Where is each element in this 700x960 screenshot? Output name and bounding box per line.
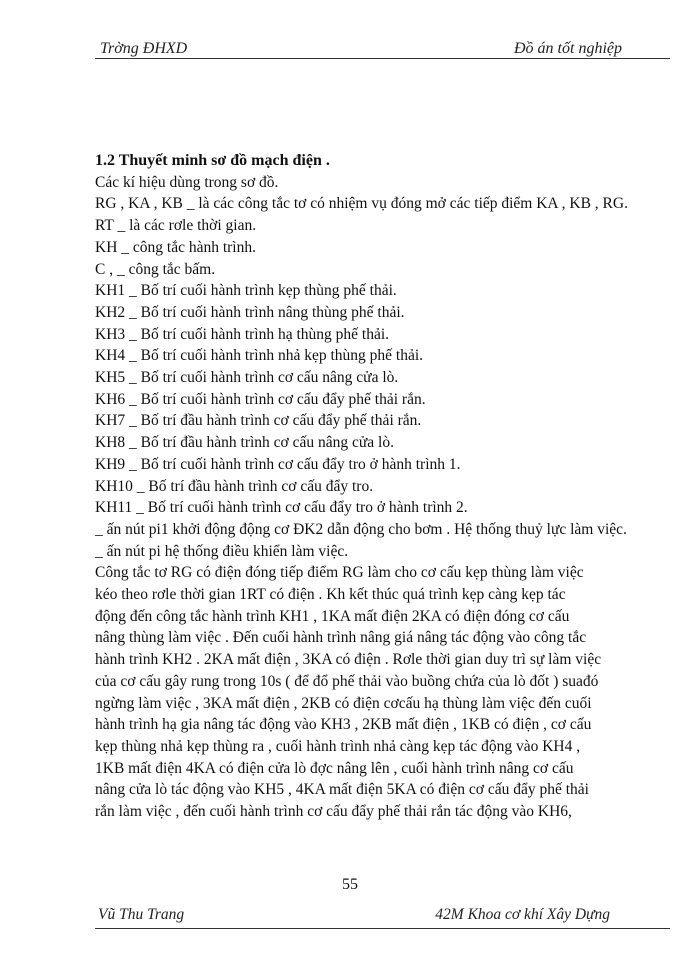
list-item: KH2 _ Bố trí cuối hành trình nâng thùng phế thải. — [95, 303, 405, 321]
list-item: RT _ là các rơle thời gian. — [95, 217, 257, 235]
footer-right-text: 42M Khoa cơ khí Xây Dựng — [435, 906, 610, 923]
list-item: KH _ công tắc hành trình. — [95, 238, 256, 256]
list-item: KH8 _ Bố trí đầu hành trình cơ cấu nâng cửa lò. — [95, 434, 394, 452]
list-item: Các kí hiệu dùng trong sơ đồ. — [95, 173, 279, 191]
footer-divider — [95, 928, 670, 929]
paragraph-line: 1KB mất điện 4KA có điện cửa lò đợc nâng lên , cuối hành trình nâng cơ cấu — [95, 759, 574, 777]
paragraph-line: rắn làm việc , đến cuối hành trình cơ cấu đẩy phế thải rắn tác động vào KH6, — [95, 803, 572, 821]
list-item: C , _ công tắc bấm. — [95, 260, 216, 278]
paragraph-line: hành trình KH2 . 2KA mất điện , 3KA có điện . Rơle thời gian duy trì sự làm việc — [95, 651, 602, 669]
paragraph-line: kẹp thùng nhả kẹp thùng ra , cuối hành trình nhả càng kẹp tác động vào KH4 , — [95, 737, 581, 755]
list-item: KH11 _ Bố trí cuối hành trình cơ cấu đẩy tro ở hành trình 2. — [95, 499, 468, 517]
list-item: KH4 _ Bố trí cuối hành trình nhả kẹp thùng phế thải. — [95, 347, 424, 365]
paragraph-line: hành trình hạ gia nâng tác động vào KH3 , 2KB mất điện , 1KB có điện , cơ cấu — [95, 716, 592, 734]
document-body — [95, 150, 655, 823]
header-right-text: Đồ án tốt nghiệp — [514, 40, 622, 57]
paragraph-line: ngừng làm việc , 3KA mất điện , 2KB có điện cơcấu hạ thùng làm việc đến cuối — [95, 694, 592, 712]
paragraph-line: nâng thùng làm việc . Đến cuối hành trình nâng giá nâng tác động vào công tắc — [95, 629, 587, 647]
list-item: KH9 _ Bố trí cuối hành trình cơ cấu đẩy tro ở hành trình 1. — [95, 455, 461, 473]
paragraph-line: Công tắc tơ RG có điện đóng tiếp điểm RG làm cho cơ cấu kẹp thùng làm việc — [95, 564, 584, 582]
list-item: KH3 _ Bố trí cuối hành trình hạ thùng phế thải. — [95, 325, 390, 343]
list-item: _ ấn nút pi hệ thống điều khiển làm việc. — [95, 542, 349, 560]
list-item: KH6 _ Bố trí cuối hành trình cơ cấu đẩy phế thải rắn. — [95, 390, 426, 408]
header-left-text: Trờng ĐHXD — [100, 40, 188, 57]
list-item: KH5 _ Bố trí cuối hành trình cơ cấu nâng cửa lò. — [95, 369, 399, 387]
footer-left-text: Vũ Thu Trang — [98, 906, 185, 923]
header-divider — [95, 58, 670, 59]
list-item: KH10 _ Bố trí đầu hành trình cơ cấu đẩy tro. — [95, 477, 374, 495]
paragraph-line: động đến công tắc hành trình KH1 , 1KA mất điện 2KA có điện đóng cơ cấu — [95, 607, 570, 625]
paragraph-line: kéo theo rơle thời gian 1RT có điện . Kh kết thúc quá trình kẹp càng kẹp tác — [95, 586, 566, 604]
list-item: RG , KA , KB _ là các công tắc tơ có nhiệm vụ đóng mở các tiếp điểm KA , KB , RG. — [95, 195, 628, 213]
paragraph-line: của cơ cấu gây rung trong 10s ( để đổ phế thải vào buồng chứa của lò đốt ) suađó — [95, 672, 599, 690]
list-item: _ ấn nút pi1 khởi động động cơ ĐK2 dẫn động cho bơm . Hệ thống thuỷ lực làm việc. — [95, 520, 627, 538]
section-title: 1.2 Thuyết minh sơ đồ mạch điện . — [95, 152, 330, 169]
list-item: KH7 _ Bố trí đầu hành trình cơ cấu đẩy phế thải rắn. — [95, 412, 422, 430]
paragraph-line: nâng cửa lò tác động vào KH5 , 4KA mất điện 5KA có điện cơ cấu đẩy phế thải — [95, 781, 589, 799]
list-item: KH1 _ Bố trí cuối hành trình kẹp thùng phế thải. — [95, 282, 397, 300]
page-number: 55 — [342, 876, 358, 893]
